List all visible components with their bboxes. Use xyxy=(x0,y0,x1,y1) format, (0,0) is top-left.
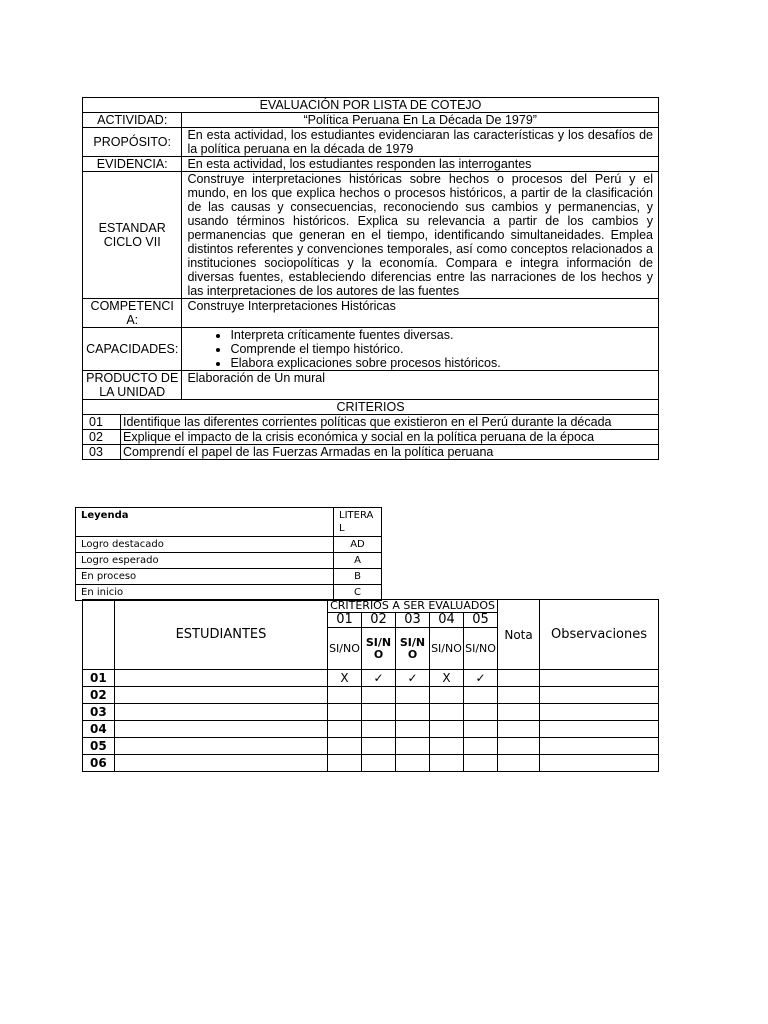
nota-cell[interactable] xyxy=(498,670,540,687)
student-name-cell[interactable] xyxy=(115,721,328,738)
student-row-number: 04 xyxy=(83,721,115,738)
capacidad-item: • Comprende el tiempo histórico. xyxy=(230,342,656,356)
criterios-header: CRITERIOS A SER EVALUADOS xyxy=(328,600,498,613)
si-no-label: SI/NO xyxy=(430,628,464,670)
estandar-value: Construye interpretaciones históricas sobre hechos o procesos del Perú y el mundo, en los que explica hechos o procesos históricos, a partir de la clasificación de las causas y consecuencias, reconociendo sus cambios y permanencias, y usando términos históricos. Explica su relevancia a partir de los cambios y permanencias que generan en el tiempo, identificando simultaneidades. Emplea distintos referentes y convenciones temporales, así como conceptos relacionados a instituciones sociopolíticas y la economía. Compara e integra información de diversas fuentes, estableciendo diferencias entre las narraciones de los hechos y las interpretaciones de los autores de las fuentes xyxy=(182,172,659,299)
capacidad-item: • Interpreta críticamente fuentes diversas. xyxy=(230,328,656,342)
students-table xyxy=(82,599,659,772)
mark-cell[interactable] xyxy=(396,704,430,721)
observaciones-cell[interactable] xyxy=(540,721,659,738)
mark-cell[interactable] xyxy=(396,738,430,755)
capacidades-list-cell xyxy=(182,328,659,371)
legend-item-label: En proceso xyxy=(76,569,334,585)
students-header: ESTUDIANTES xyxy=(115,600,328,670)
student-row-number: 01 xyxy=(83,670,115,687)
proposito-value: En esta actividad, los estudiantes evidenciaran las características y los desafíos de la política peruana en la década de 1979 xyxy=(182,128,659,157)
student-name-cell[interactable] xyxy=(115,704,328,721)
competencia-label: COMPETENCIA: xyxy=(83,299,182,328)
mark-cell[interactable]: ✓ xyxy=(396,670,430,687)
mark-cell[interactable] xyxy=(430,687,464,704)
criterio-text: Comprendí el papel de las Fuerzas Armadas en la política peruana xyxy=(121,445,659,460)
mark-cell[interactable] xyxy=(328,755,362,772)
criterio-text: Identifique las diferentes corrientes políticas que existieron en el Perú durante la década xyxy=(121,415,659,430)
table-row xyxy=(83,755,659,772)
evaluation-title: EVALUACIÓN POR LISTA DE COTEJO xyxy=(83,98,659,113)
producto-value: Elaboración de Un mural xyxy=(182,371,659,400)
criterio-text: Explique el impacto de la crisis económica y social en la política peruana de la época xyxy=(121,430,659,445)
nota-cell[interactable] xyxy=(498,721,540,738)
capacidad-item: • Elabora explicaciones sobre procesos históricos. xyxy=(230,356,656,370)
mark-cell[interactable] xyxy=(430,755,464,772)
mark-cell[interactable] xyxy=(464,687,498,704)
mark-cell[interactable] xyxy=(328,721,362,738)
student-row-number: 06 xyxy=(83,755,115,772)
table-row xyxy=(83,670,659,687)
student-name-cell[interactable] xyxy=(115,687,328,704)
row-number-header xyxy=(83,600,115,670)
mark-cell[interactable] xyxy=(362,755,396,772)
criterios-title: CRITERIOS xyxy=(83,400,659,415)
legend-item-label: En inicio xyxy=(76,585,334,601)
legend-item-literal: C xyxy=(334,585,382,601)
competencia-value: Construye Interpretaciones Históricas xyxy=(182,299,659,328)
evaluation-table xyxy=(82,97,659,460)
mark-cell[interactable] xyxy=(362,704,396,721)
capacidades-list xyxy=(184,328,656,370)
legend-item-label: Logro esperado xyxy=(76,553,334,569)
table-row xyxy=(83,704,659,721)
nota-header: Nota xyxy=(498,600,540,670)
evidencia-value: En esta actividad, los estudiantes responden las interrogantes xyxy=(182,157,659,172)
estandar-label: ESTANDAR CICLO VII xyxy=(83,172,182,299)
observaciones-header: Observaciones xyxy=(540,600,659,670)
proposito-label: PROPÓSITO: xyxy=(83,128,182,157)
observaciones-cell[interactable] xyxy=(540,704,659,721)
criterio-number: 01 xyxy=(83,415,121,430)
nota-cell[interactable] xyxy=(498,755,540,772)
si-no-label: SI/NO xyxy=(362,628,396,670)
mark-cell[interactable] xyxy=(430,721,464,738)
mark-cell[interactable] xyxy=(464,755,498,772)
criterio-col-02: 02 xyxy=(362,613,396,628)
actividad-label: ACTIVIDAD: xyxy=(83,113,182,128)
nota-cell[interactable] xyxy=(498,687,540,704)
mark-cell[interactable] xyxy=(328,687,362,704)
producto-label: PRODUCTO DE LA UNIDAD xyxy=(83,371,182,400)
mark-cell[interactable]: X xyxy=(328,670,362,687)
student-row-number: 05 xyxy=(83,738,115,755)
si-no-label: SI/NO xyxy=(328,628,362,670)
capacidades-label: CAPACIDADES: xyxy=(83,328,182,371)
nota-cell[interactable] xyxy=(498,704,540,721)
mark-cell[interactable]: ✓ xyxy=(362,670,396,687)
mark-cell[interactable] xyxy=(464,721,498,738)
evidencia-label: EVIDENCIA: xyxy=(83,157,182,172)
student-name-cell[interactable] xyxy=(115,670,328,687)
si-no-label: SI/NO xyxy=(464,628,498,670)
criterio-col-04: 04 xyxy=(430,613,464,628)
mark-cell[interactable] xyxy=(464,738,498,755)
table-row xyxy=(83,738,659,755)
criterio-number: 03 xyxy=(83,445,121,460)
observaciones-cell[interactable] xyxy=(540,687,659,704)
mark-cell[interactable] xyxy=(362,738,396,755)
mark-cell[interactable] xyxy=(328,704,362,721)
student-name-cell[interactable] xyxy=(115,738,328,755)
observaciones-cell[interactable] xyxy=(540,670,659,687)
mark-cell[interactable]: X xyxy=(430,670,464,687)
legend-table xyxy=(75,507,382,601)
mark-cell[interactable] xyxy=(396,755,430,772)
mark-cell[interactable]: ✓ xyxy=(464,670,498,687)
legend-item-literal: A xyxy=(334,553,382,569)
criterio-number: 02 xyxy=(83,430,121,445)
legend-item-label: Logro destacado xyxy=(76,537,334,553)
observaciones-cell[interactable] xyxy=(540,738,659,755)
mark-cell[interactable] xyxy=(464,704,498,721)
mark-cell[interactable] xyxy=(328,738,362,755)
student-row-number: 03 xyxy=(83,704,115,721)
student-row-number: 02 xyxy=(83,687,115,704)
criterio-col-03: 03 xyxy=(396,613,430,628)
criterio-col-05: 05 xyxy=(464,613,498,628)
mark-cell[interactable] xyxy=(362,721,396,738)
mark-cell[interactable] xyxy=(396,687,430,704)
si-no-label: SI/NO xyxy=(396,628,430,670)
legend-item-literal: AD xyxy=(334,537,382,553)
table-row xyxy=(83,721,659,738)
student-name-cell[interactable] xyxy=(115,755,328,772)
mark-cell[interactable] xyxy=(430,738,464,755)
mark-cell[interactable] xyxy=(362,687,396,704)
nota-cell[interactable] xyxy=(498,738,540,755)
legend-item-literal: B xyxy=(334,569,382,585)
mark-cell[interactable] xyxy=(396,721,430,738)
actividad-value: “Política Peruana En La Década De 1979” xyxy=(182,113,659,128)
table-row xyxy=(83,687,659,704)
criterio-col-01: 01 xyxy=(328,613,362,628)
observaciones-cell[interactable] xyxy=(540,755,659,772)
legend-header-label: Leyenda xyxy=(76,508,334,537)
mark-cell[interactable] xyxy=(430,704,464,721)
legend-header-literal: LITERAL xyxy=(334,508,382,537)
